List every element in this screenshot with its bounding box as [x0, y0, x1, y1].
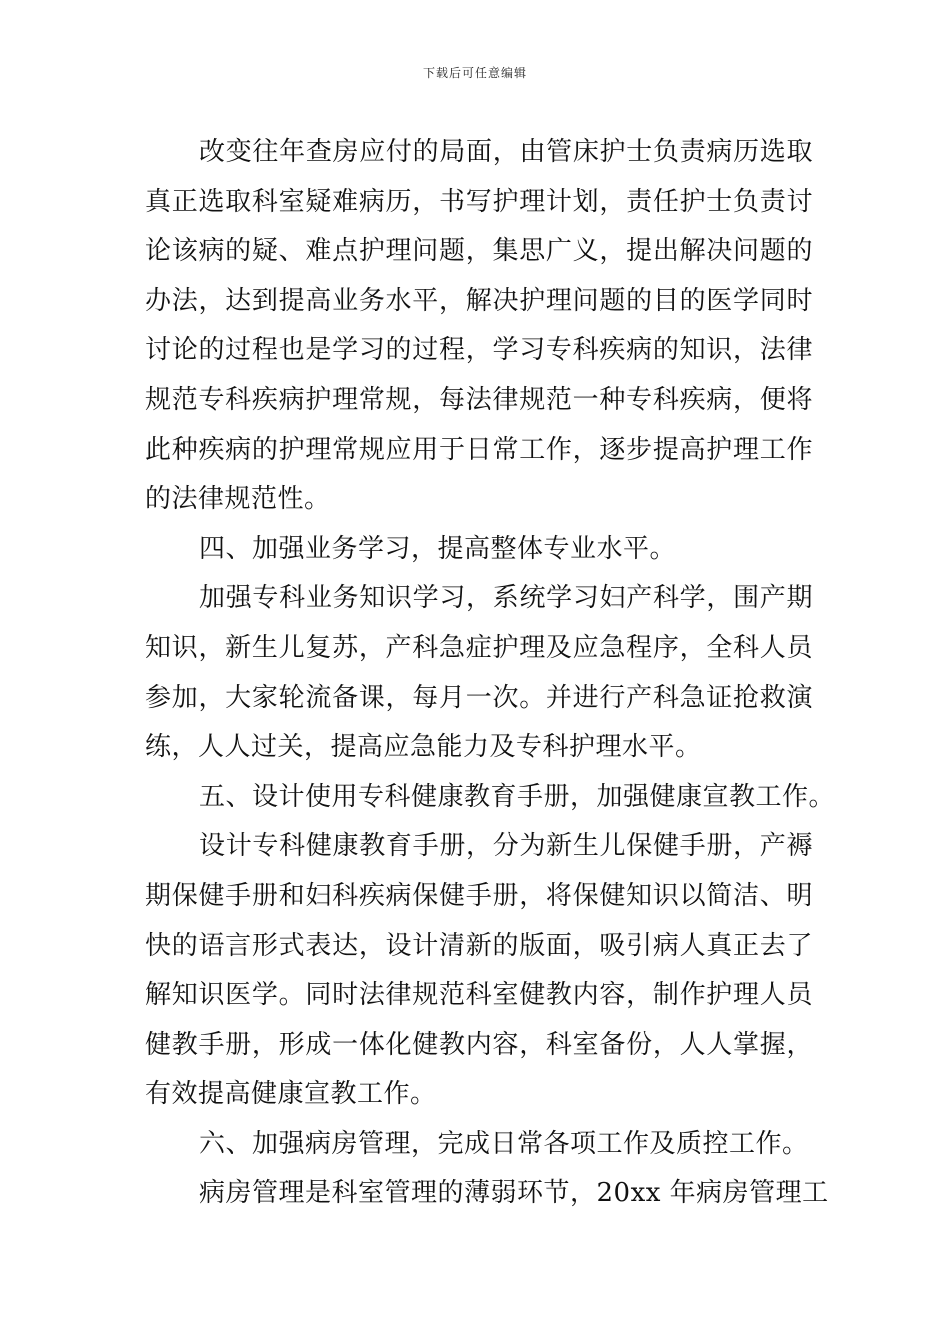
text-line: 病房管理是科室管理的薄弱环节，20xx 年病房管理工	[199, 1178, 829, 1209]
text-line: 快的语言形式表达，设计清新的版面，吸引病人真正去了	[145, 930, 813, 961]
text-line: 规范专科疾病护理常规，每法律规范一种专科疾病，便将	[145, 384, 813, 415]
text-line: 此种疾病的护理常规应用于日常工作，逐步提高护理工作	[145, 434, 813, 465]
text-line: 练，人人过关，提高应急能力及专科护理水平。	[145, 732, 702, 763]
text-line: 解知识医学。同时法律规范科室健教内容，制作护理人员	[145, 980, 813, 1011]
text-line: 的法律规范性。	[145, 484, 331, 515]
text-line: 讨论的过程也是学习的过程，学习专科疾病的知识，法律	[145, 335, 813, 366]
section-heading: 五、设计使用专科健康教育手册，加强健康宣教工作。	[199, 781, 836, 812]
text-line: 有效提高健康宣教工作。	[145, 1079, 437, 1110]
text-line: 真正选取科室疑难病历，书写护理计划，责任护士负责讨	[145, 186, 813, 217]
text-line: 加强专科业务知识学习，系统学习妇产科学，围产期	[199, 583, 813, 614]
text-line: 改变往年查房应付的局面，由管床护士负责病历选取	[199, 137, 813, 167]
text-line: 期保健手册和妇科疾病保健手册，将保健知识以简洁、明	[145, 880, 813, 911]
text-line: 参加，大家轮流备课，每月一次。并进行产科急证抢救演	[145, 682, 813, 713]
document-body	[145, 128, 836, 1219]
text-line: 设计专科健康教育手册，分为新生儿保健手册，产褥	[199, 831, 813, 862]
section-heading: 四、加强业务学习，提高整体专业水平。	[199, 533, 677, 564]
text-line: 论该病的疑、难点护理问题，集思广义，提出解决问题的	[145, 236, 813, 267]
text-line: 健教手册，形成一体化健教内容，科室备份，人人掌握，	[145, 1029, 813, 1060]
text-line: 知识，新生儿复苏，产科急症护理及应急程序，全科人员	[145, 632, 813, 663]
section-heading: 六、加强病房管理，完成日常各项工作及质控工作。	[199, 1128, 809, 1159]
text-line: 办法，达到提高业务水平，解决护理问题的目的医学同时	[145, 285, 813, 316]
page-header: 下载后可任意编辑	[422, 66, 527, 80]
